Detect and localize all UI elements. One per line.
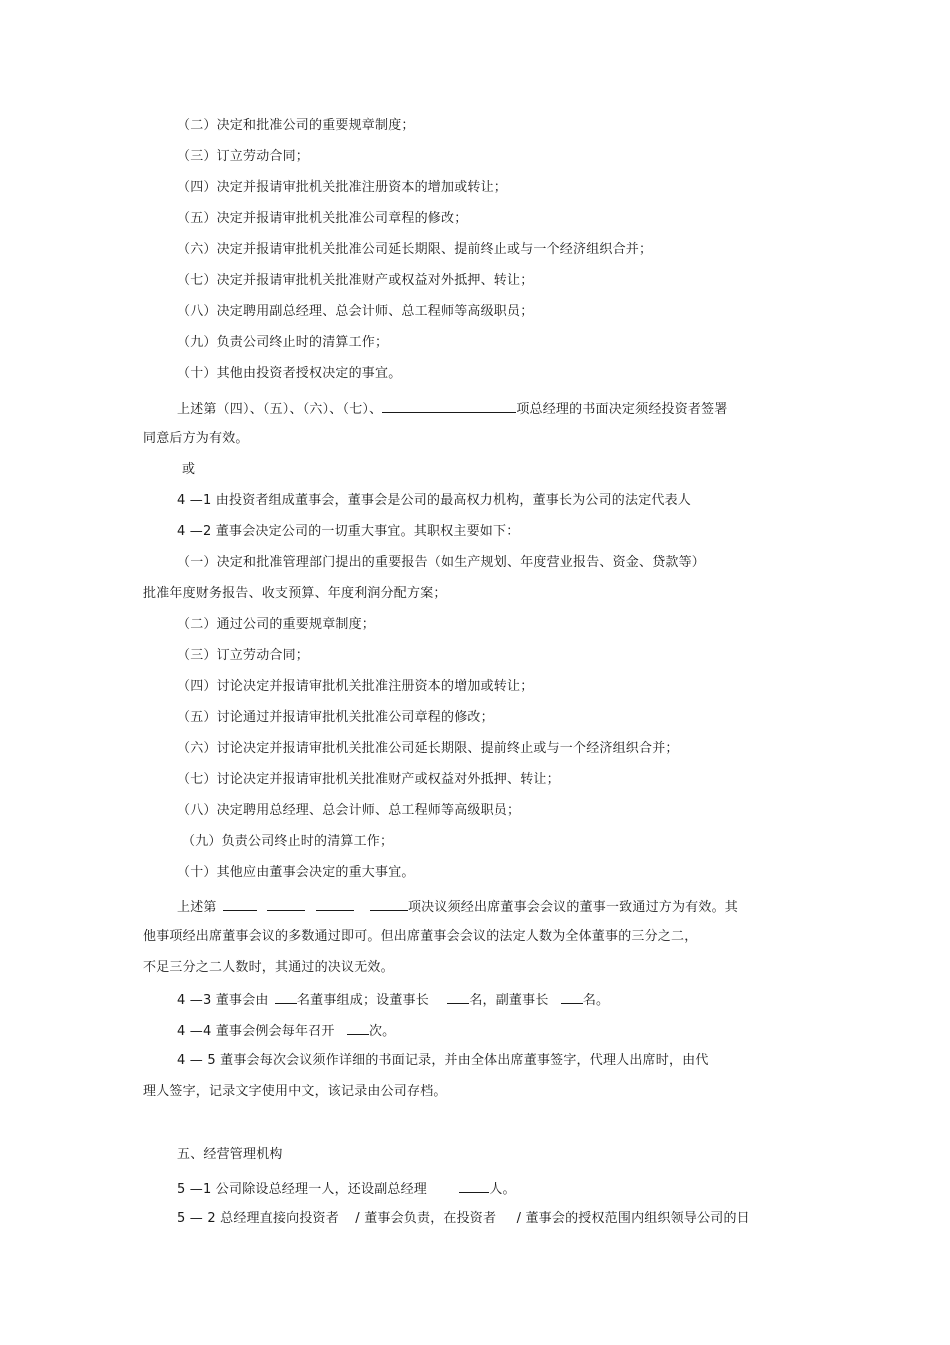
clause-text: 5 —1 公司除设总经理一人，还设副总经理 bbox=[177, 1182, 428, 1197]
list-item: （四）决定并报请审批机关批准注册资本的增加或转让； bbox=[177, 180, 508, 195]
list-item: （二）决定和批准公司的重要规章制度； bbox=[177, 118, 415, 133]
section-heading: 五、经营管理机构 bbox=[177, 1147, 283, 1162]
clause-4-3 bbox=[177, 990, 609, 1010]
list-item: （九）负责公司终止时的清算工作； bbox=[182, 834, 394, 849]
list-item: （六）决定并报请审批机关批准公司延长期限、提前终止或与一个经济组织合并； bbox=[177, 242, 653, 257]
clause-text: 人。 bbox=[489, 1182, 516, 1197]
list-item: （十）其他应由董事会决定的重大事宜。 bbox=[177, 865, 415, 880]
clause-4-4 bbox=[177, 1021, 395, 1041]
list-item: （七）决定并报请审批机关批准财产或权益对外抵押、转让； bbox=[177, 273, 534, 288]
clause-text: 名，副董事长 bbox=[469, 993, 549, 1008]
clause-5-2 bbox=[177, 1210, 750, 1228]
fill-blank bbox=[370, 897, 408, 911]
list-item: （三）订立劳动合同； bbox=[177, 149, 310, 164]
summary-text-post: 项总经理的书面决定须经投资者签署 bbox=[516, 402, 728, 417]
clause-text: 4 —3 董事会由 bbox=[177, 993, 269, 1008]
clause-4-2: 4 —2 董事会决定公司的一切重大事宜。其职权主要如下： bbox=[177, 524, 520, 539]
summary-clause-cont: 同意后方为有效。 bbox=[143, 431, 249, 446]
clause-text: / 董事会负责，在投资者 bbox=[355, 1211, 497, 1226]
list-item: （九）负责公司终止时的清算工作； bbox=[177, 335, 389, 350]
clause-4-1: 4 —1 由投资者组成董事会，董事会是公司的最高权力机构，董事长为公司的法定代表人 bbox=[177, 493, 692, 508]
clause-text: 名董事组成；设董事长 bbox=[296, 993, 429, 1008]
list-item: （六）讨论决定并报请审批机关批准公司延长期限、提前终止或与一个经济组织合并； bbox=[177, 741, 679, 756]
clause-5-1 bbox=[177, 1179, 516, 1199]
fill-blank bbox=[223, 897, 257, 911]
list-item: （八）决定聘用总经理、总会计师、总工程师等高级职员； bbox=[177, 803, 521, 818]
fill-blank bbox=[382, 399, 516, 413]
list-item: （五）决定并报请审批机关批准公司章程的修改； bbox=[177, 211, 468, 226]
summary-text-post: 项决议须经出席董事会会议的董事一致通过方为有效。其 bbox=[407, 900, 738, 915]
clause-text: 次。 bbox=[368, 1024, 396, 1039]
summary-clause-cont: 他事项经出席董事会议的多数通过即可。但出席董事会会议的法定人数为全体董事的三分之二， bbox=[143, 929, 698, 944]
clause-4-5-cont: 理人签字，记录文字使用中文，该记录由公司存档。 bbox=[143, 1084, 447, 1099]
list-item: （八）决定聘用副总经理、总会计师、总工程师等高级职员； bbox=[177, 304, 534, 319]
list-item: （二）通过公司的重要规章制度； bbox=[177, 617, 376, 632]
list-item-cont: 批准年度财务报告、收支预算、年度利润分配方案； bbox=[143, 586, 447, 601]
summary-clause bbox=[177, 897, 738, 917]
fill-blank bbox=[447, 990, 469, 1004]
summary-text-pre: 上述第 bbox=[177, 900, 217, 915]
fill-blank bbox=[316, 897, 354, 911]
list-item: （四）讨论决定并报请审批机关批准注册资本的增加或转让； bbox=[177, 679, 534, 694]
fill-blank bbox=[459, 1179, 489, 1193]
alternative-marker: 或 bbox=[182, 462, 196, 477]
fill-blank bbox=[267, 897, 305, 911]
fill-blank bbox=[347, 1021, 369, 1035]
list-item: （一）决定和批准管理部门提出的重要报告（如生产规划、年度营业报告、资金、贷款等） bbox=[177, 555, 706, 570]
summary-text-pre: 上述第（四）、（五）、（六）、（七）、 bbox=[177, 402, 383, 417]
clause-text: / 董事会的授权范围内组织领导公司的日 bbox=[516, 1211, 750, 1226]
clause-text: 5 — 2 总经理直接向投资者 bbox=[177, 1211, 339, 1226]
list-item: （十）其他由投资者授权决定的事宜。 bbox=[177, 366, 402, 381]
summary-clause-cont: 不足三分之二人数时，其通过的决议无效。 bbox=[143, 960, 394, 975]
clause-text: 4 —4 董事会例会每年召开 bbox=[177, 1024, 335, 1039]
list-item: （五）讨论通过并报请审批机关批准公司章程的修改； bbox=[177, 710, 494, 725]
list-item: （三）订立劳动合同； bbox=[177, 648, 310, 663]
list-item: （七）讨论决定并报请审批机关批准财产或权益对外抵押、转让； bbox=[177, 772, 560, 787]
fill-blank bbox=[275, 990, 297, 1004]
clause-4-5: 4 — 5 董事会每次会议须作详细的书面记录，并由全体出席董事签字，代理人出席时，由代 bbox=[177, 1053, 709, 1068]
clause-text: 名。 bbox=[582, 993, 610, 1008]
summary-clause bbox=[177, 399, 728, 419]
fill-blank bbox=[561, 990, 583, 1004]
